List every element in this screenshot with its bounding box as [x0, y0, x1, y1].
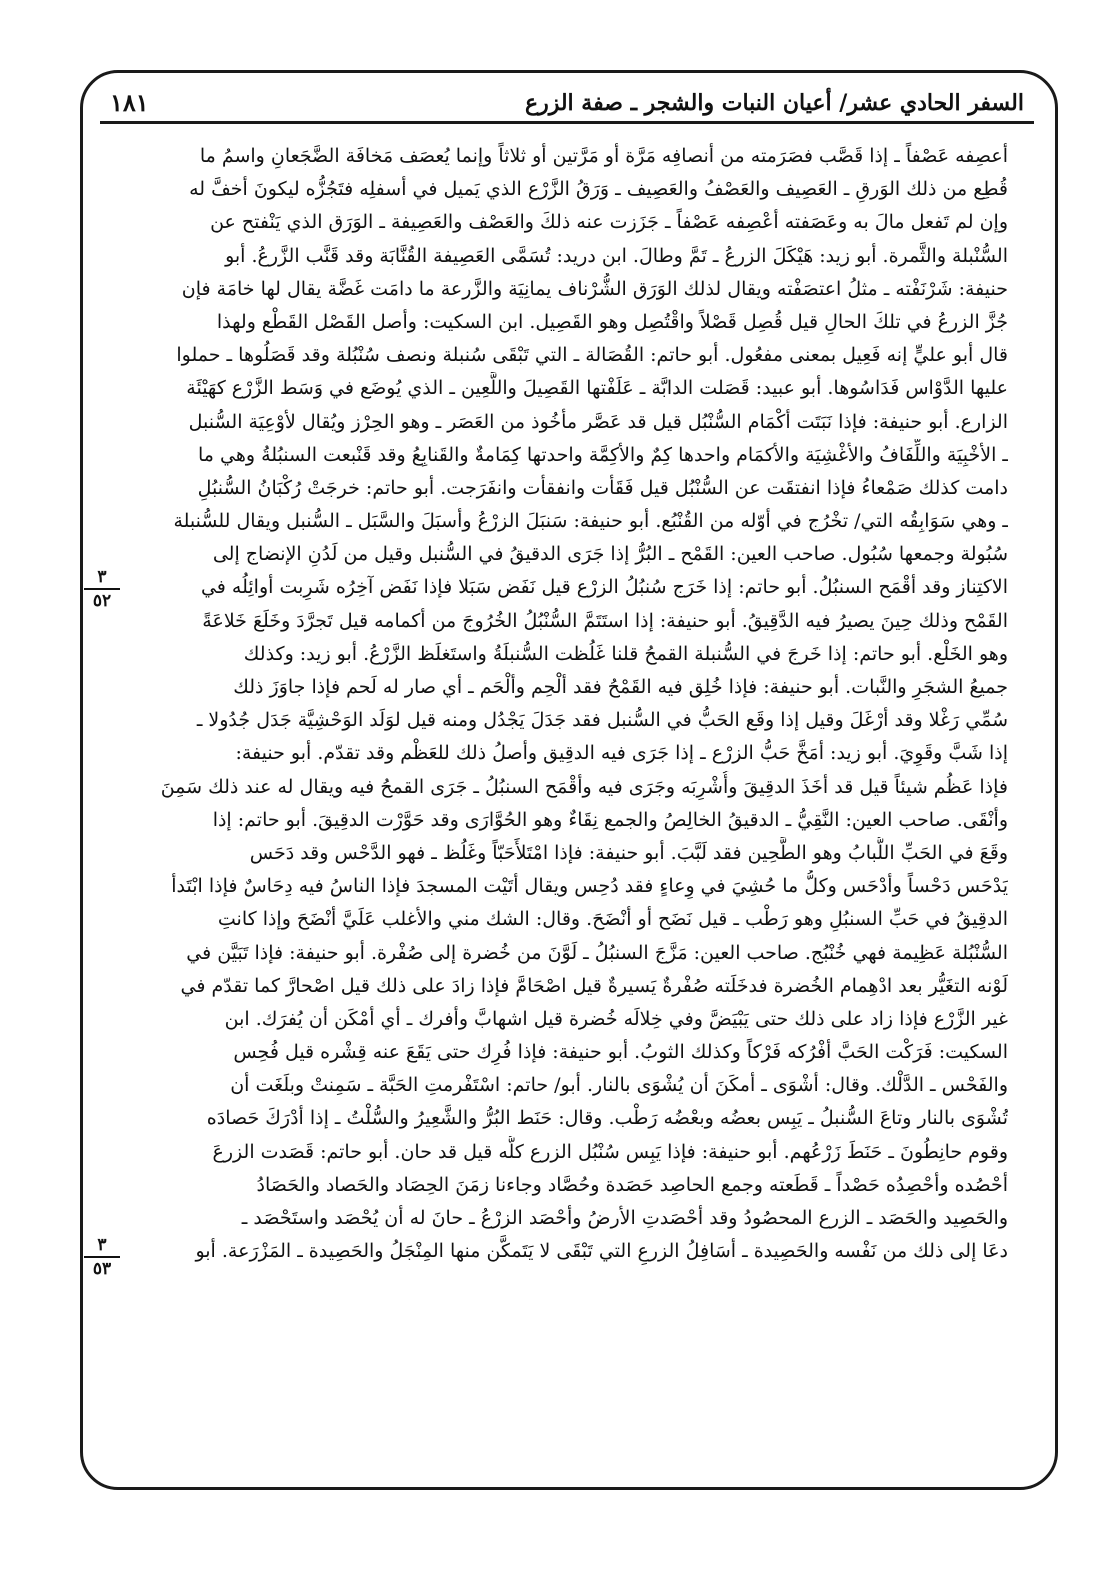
text-line: الاكتِناز وقد أقْمَح السنبُلُ. أبو حاتم: إذا خَرَج سُنبُلُ الزرْع قيل نَفَض سَبَلا فإذا نَفَض آخِرُه شَرِبت أوائِلُه في — [200, 576, 1008, 599]
text-line: أعصِفه عَصْفاً ـ إذا قَصَّب فصَرَمته من أنصافِه مَرَّة أو مَرَّتين أو ثلاثاً وإنما يُعصَف مَخافَة الضَّجَعانِ واسمُ ما — [199, 145, 1008, 167]
text-line: جميعُ الشجَرِ والنَّبات. أبو حنيفة: فإذا خُلِق فيه القَمْحُ فقد ألْحِم وألْحَم ـ أي صار له لَحم فإذا جاوَزَ ذلك — [233, 676, 1008, 698]
text-line: قُطِع من ذلك الوَرقِ ـ العَصِيف والعَصْفُ والعَصِيف ـ وَرَقُ الزَّرْع الذي يَميل في أسفلِه فتَجُزُّه ليكونَ أخفَّ له — [189, 178, 1008, 201]
margin-ref-volume: ٣ — [84, 1236, 120, 1258]
text-line: سُمِّي رَغْلا وقد أرْغَلَ وقيل إذا وقَع الحَبُّ في السُّنبل فقد جَدَلَ يَجْدُل ومنه قيل لوَلَد الوَحْشِيَّة جَدَل جُدُولا ـ — [196, 709, 1008, 732]
text-line: قال أبو عليٍّ إنه فَعِيل بمعنى مفعُول. أبو حاتم: القُصَالة ـ التي تَبْقَى سُنبلة ونصف سُنْبُلة وقد قَصَلُوها ـ حملوا — [176, 344, 1008, 367]
text-line: حنيفة: شَرْنَفْته ـ مثلُ اعتصَفْته ويقال لذلك الوَرَق الشُّرْناف يمانِيَة والزَّرعة ما دامَت غَضَّة يقال لها خامَة فإن — [181, 277, 1008, 300]
text-line: دامت كذلك صَمْعاءُ فإذا انفتقَت عن السُّنْبُل قيل فَقَأت وانفقأت وانفَرَجت. أبو حاتم: خرجَتْ رُكْبَانُ السُّنبُلِ — [197, 476, 1008, 499]
text-line: تُشْوَى بالنار وتاعَ السُّنبلُ ـ يَبِس بعضُه وبعْضُه رَطْب. وقال: حَنَط البُرُّ والشَّعِيرُ والسُّلْتُ ـ إذا أدْرَكَ حَصادَه — [206, 1107, 1008, 1130]
text-line: وقَعَ في الحَبِّ اللُّبابُ وهو الطَّحِين فقد لَبَّبَ. أبو حنيفة: فإذا امْتَلأَحَبّاً وغَلُظ ـ فهو الدَّحْس وقد دَحَس — [249, 841, 1008, 864]
text-line: غير الزَّرْع فإذا زاد على ذلك حتى يَبْيَضَّ وفي خِلالَه خُضرة قيل اشهابَّ وأفرك ـ أي أمْكَن أن يُفرَك. ابن — [224, 1007, 1008, 1030]
text-line: سُبُولة وجمعها سُبُول. صاحب العين: القَمْح ـ البُرُّ إذا جَرَى الدقيقُ في السُّنبل وقيل من لَدُنِ الإنضاج إلى — [212, 543, 1008, 566]
text-line: وقوم حانِطُونَ ـ حَنَطَ زَرْعُهم. أبو حنيفة: فإذا يَبِس سُنْبُل الزرع كلُّه قيل قد حان. أبو حاتم: قَصَدت الزرعَ — [212, 1140, 1008, 1163]
text-line: والحَصِيد والحَصَد ـ الزرع المحصُودُ وقد أحْصَدتِ الأرضُ وأحْصَد الزرْعُ ـ حانَ له أن يُحْصَد واستَحْصَد ـ — [241, 1207, 1008, 1229]
text-line: السُّنْبُلة عَظِيمة فهي خُنْبُج. صاحب العين: مَزَّجَ السنبُلُ ـ لَوَّنَ من خُضرة إلى صُفْرة. أبو حنيفة: فإذا تَبَيَّن في — [186, 941, 1008, 964]
text-line: السكيت: فَرَكْت الحَبَّ أفْرُكه فَرْكاً وكذلك الثوبُ. أبو حنيفة: فإذا فُرِك حتى يَقَعَ عنه قِشْره قيل فُحِس — [233, 1041, 1008, 1064]
margin-reference-1 — [84, 568, 120, 610]
text-line: السُّنْبلة والثَّمرة. أبو زيد: هَيْكَلَ الزرعُ ـ تَمَّ وطالَ. ابن دريد: تُسَمَّى العَصِيفة القُنَّابَة وقد قَنَّب الزَّرعُ. أبو — [225, 244, 1008, 267]
text-line: أحْصُده وأحْصِدُه حَصْداً ـ قَطَعته وجمع الحاصِد حَصَدة وحُصَّاد وجاءنا زمَنَ الحِصَاد والحَصاد والحَصَادُ — [256, 1173, 1008, 1196]
text-line: إذا شَبَّ وقَوِيَ. أبو زيد: أمَخَّ حَبُّ الزرْع ـ إذا جَرَى فيه الدقِيق وأصلُ ذلك للعَظْم وقد تقدّم. أبو حنيفة: — [235, 742, 1008, 765]
text-line: وأنْقَى. صاحب العين: النَّقِيُّ ـ الدقيقُ الخالِصُ والجمع نِقَاءٌ وهو الحُوَّارَى وقد حَوَّرْت الدقِيقَ. أبو حاتم: إذا — [212, 808, 1008, 831]
margin-ref-volume: ٣ — [84, 568, 120, 590]
text-line: ـ وهي سَوَابِقُه التي/ تخْرُج في أوّله من القُنْبُع. أبو حنيفة: سَنبَلَ الزرْعُ وأسبَلَ والسَّبَل ـ السُّنبل ويقال للسُّنبلة — [173, 510, 1008, 533]
margin-ref-page: ٥٣ — [92, 1259, 112, 1279]
page-number: ١٨١ — [110, 88, 149, 117]
text-line: دعَا إلى ذلك من نَفْسه والحَصِيدة ـ أسَافِلُ الزرعِ التي تَبْقَى لا يَتَمكَّن منها المِنْجَلُ والحَصِيدة ـ المَزْرَعة. أبو — [195, 1240, 1008, 1263]
text-line: الزارع. أبو حنيفة: فإذا نَبَتَت أكْمَام السُّنْبُل قيل قد عَصَّر مأخُوذ من العَصَر ـ وهو الحِرْز ويُقال لأوْعِيَة السُّنبل — [188, 410, 1008, 433]
body-text — [130, 140, 1008, 1468]
text-line: يَدْحَس دَحْساً وأدْحَس وكلُّ ما حُشِيَ في وِعاءٍ فقد دُحِس ويقال أتَيْت المسجدَ فإذا الناسُ فيه دِحَاسٌ فإذا ابْتَدأ — [171, 875, 1008, 898]
text-line: والفَحْس ـ الدَّلْك. وقال: أشْوَى ـ أمكَنَ أن يُشْوَى بالنار. أبو/ حاتم: اسْتَفْرمتِ الحَبَّة ـ سَمِنتْ وبلَغَت أن — [230, 1074, 1008, 1097]
margin-ref-page: ٥٢ — [92, 591, 112, 611]
text-line: ـ الأخْبِيَة واللِّفَافُ والأغْشِيَة والأكمَام واحدها كِمٌ والأكِمَّة واحدتها كِمَامةٌ والقَنابِعُ وقد قَنْبعت السنبُلةُ وهي ما — [198, 443, 1008, 466]
running-header — [100, 84, 1034, 124]
margin-reference-2 — [84, 1236, 120, 1278]
text-line: عليها الدَّوْاس فَدَاسُوها. أبو عبيد: قَصَلت الدابَّة ـ عَلَفْتها القَصِيلَ واللَّعِين ـ الذي يُوضَع في وَسَط الزَّرْع كهَيْئَة — [186, 377, 1008, 400]
text-line: فإذا عَظُم شيئاً قيل قد أخَذَ الدقِيقَ وأُشْرِبَه وجَرَى فيه وأقْمَح السنبُلُ ـ جَرَى القمحُ فيه ويقال له عند ذلك سَمِنَ — [160, 775, 1008, 798]
text-line: الدقِيقُ في حَبِّ السنبُلِ وهو رَطْب ـ قيل نَضَح أو أنْضَحَ. وقال: الشك مني والأغلب عَلَيَّ أنْضَحَ وإذا كانتِ — [217, 908, 1008, 931]
text-line: لَوْنه التغَيُّر بعد ادْهِمام الخُضرة فدخَلَته صُفْرةٌ يَسيرةٌ قيل اصْحَامَّ فإذا زادَ على ذلك قيل اصْحارَّ كما تقدّم في — [180, 974, 1008, 997]
text-line: جُزَّ الزرعُ في تلكَ الحالِ قيل قُصِل قَصْلاً واقْتُصِل وهو القَصِيل. ابن السكيت: وأصل القَصْل القَطْع ولهذا — [216, 310, 1008, 333]
text-line: وهو الخَلْع. أبو حاتم: إذا خَرجَ في السُّنبلة القمحُ قلنا غَلُظت السُّنبلَةُ واستَغلَظ الزَّرْعُ. أبو زيد: وكذلك — [243, 642, 1008, 665]
text-line: القَمْح وذلك حِينَ يصيرُ فيه الدَّقِيقُ. أبو حنيفة: إذا استَتَمَّ السُّنْبُلُ الخُرُوجَ من أكمامه قيل تَجرَّدَ وخَلَعَ خَلاعَةً — [202, 609, 1008, 632]
header-title: السفر الحادي عشر/ أعيان النبات والشجر ـ صفة الزرع — [524, 89, 1024, 116]
text-line: وإن لم تَفعل مالَ به وعَصَفته أعْصِفه عَصْفاً ـ جَزَزت عنه ذلكَ والعَصْف والعَصِيفة ـ الوَرَق الذي يَنْفتح عن — [210, 211, 1008, 234]
